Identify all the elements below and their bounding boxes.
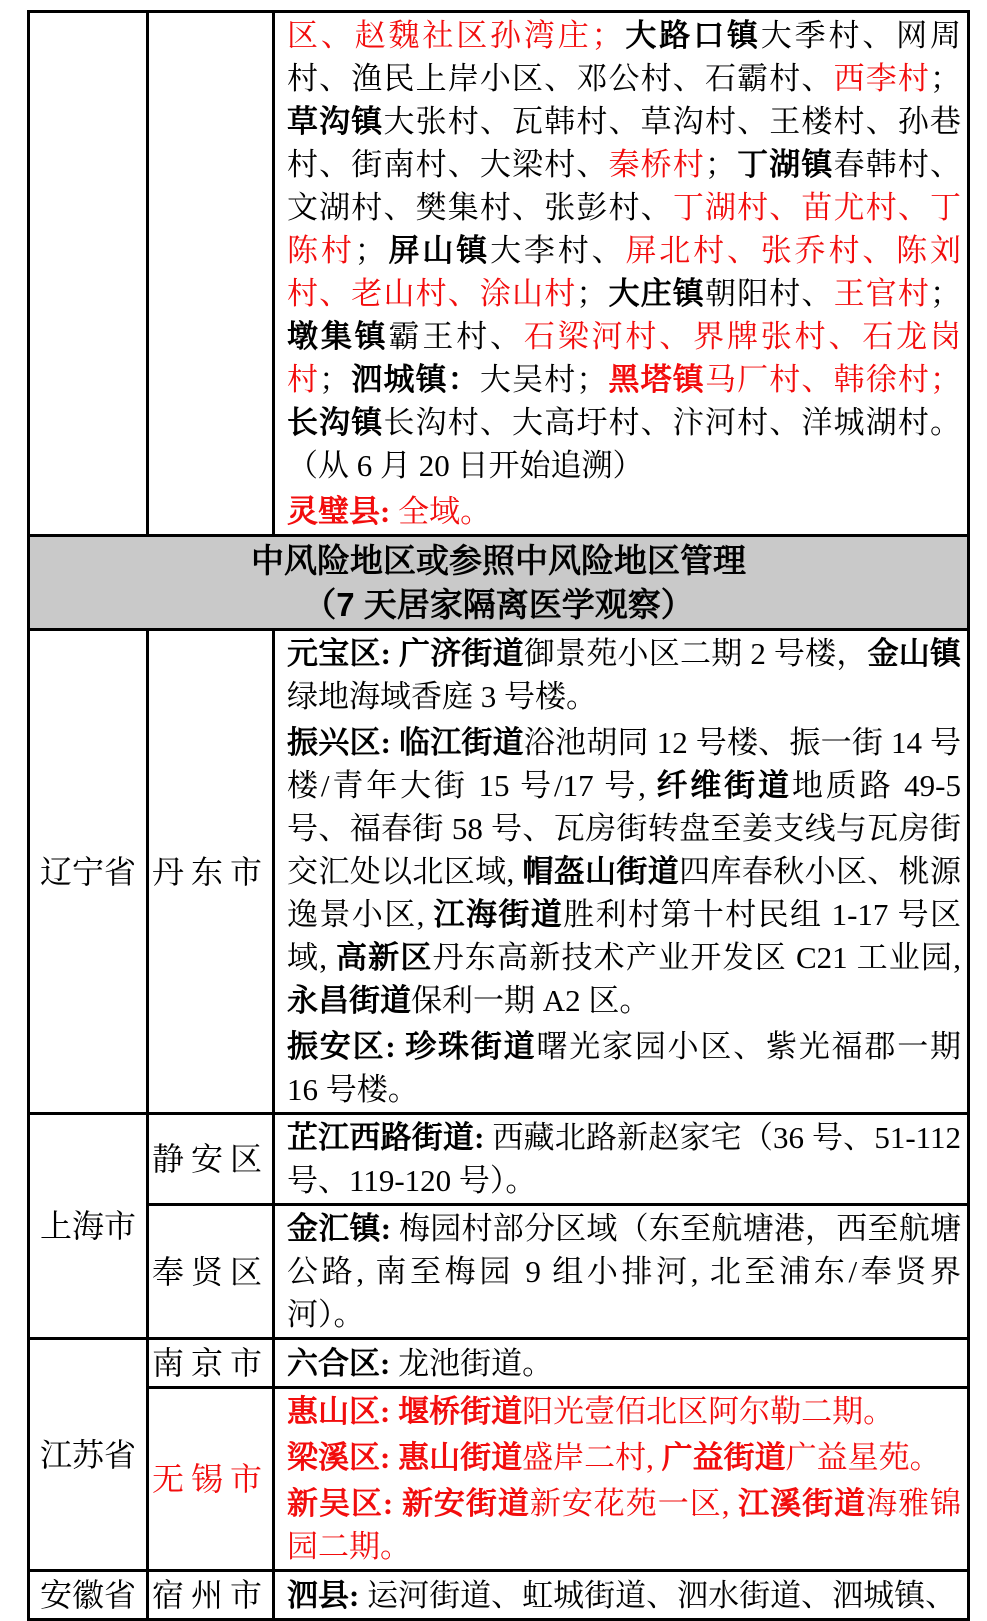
text-run: ； [930, 61, 962, 96]
text-run: 帽盔山街道 [522, 854, 680, 889]
text-run: 西藏北路新赵家宅（36 号、51-112 号、119-120 号）。 [287, 1120, 962, 1198]
text-run: 六合区: [287, 1345, 399, 1381]
cell-areas-fengxian [274, 1205, 969, 1339]
cell-city-nanjing: 南京市 [148, 1339, 274, 1388]
text-run: 春韩村、文湖村、樊集村、张彭村、 [287, 147, 962, 225]
text-run: 大季村、网周村、渔民上岸小区、邓公村、石霸村、 [287, 18, 962, 96]
table-row-liaoning-dandong [29, 630, 969, 1114]
banner-title: 中风险地区或参照中风险地区管理 [251, 541, 746, 579]
text-run: 保利一期 A2 区。 [411, 983, 651, 1018]
text-run: 高新区 [335, 940, 433, 975]
area-paragraph [287, 1342, 961, 1385]
text-run: 阳光壹佰北区阿尔勒二期。 [522, 1394, 895, 1429]
table-row-shanghai-fengxian [29, 1205, 969, 1339]
area-paragraph [287, 1207, 961, 1336]
text-run: 新安花苑一区, [529, 1486, 739, 1521]
text-run: 全域。 [390, 494, 492, 529]
text-run: 金山镇 [867, 636, 962, 671]
cell-province-shanghai: 上海市 [29, 1114, 148, 1339]
text-run: 丹东高新技术产业开发区 C21 工业园, [432, 940, 961, 975]
area-paragraph [287, 490, 961, 533]
text-run: 元宝区: 广济街道 [287, 636, 524, 671]
text-run: 大李村、 [490, 233, 626, 268]
table-row-jiangsu-wuxi [29, 1388, 969, 1571]
text-run: 纤维街道 [656, 768, 792, 803]
text-run: 区、赵魏社区孙湾庄； [287, 18, 623, 53]
text-run: 大庄镇 [607, 276, 705, 311]
cell-city-wuxi: 无锡市 [148, 1388, 274, 1571]
table-row-anhui-suzhou [29, 1571, 969, 1620]
cell-areas-continuation [274, 12, 969, 536]
area-paragraph [287, 1116, 961, 1202]
area-paragraph [287, 721, 961, 1022]
cell-province-anhui: 安徽省 [29, 1571, 148, 1620]
text-run: 梅园村部分区域（东至航塘港，西至航塘公路, 南至梅园 9 组小排河, 北至浦东/奉贤界河）。 [287, 1211, 961, 1332]
text-run: 丁湖村、苗尤村、丁陈村 [287, 190, 962, 268]
area-paragraph [287, 632, 961, 718]
text-run: 泗县: [287, 1577, 368, 1613]
text-run: 胜利村第十村民组 1-17 号区域, [287, 897, 962, 975]
text-run: 丁湖镇 [735, 147, 834, 182]
text-run: 灵璧县: [287, 494, 391, 529]
text-run: 大吴村； [479, 362, 608, 397]
text-run: 广益街道 [661, 1440, 786, 1475]
text-run: 永昌街道 [287, 983, 411, 1018]
text-run: 新吴区: 新安街道 [287, 1486, 530, 1521]
text-run: ； [319, 362, 351, 397]
text-run: 屏北村、张乔村、陈刘村、老山村、涂山村 [287, 233, 962, 311]
cell-city-suzhou: 宿州市 [148, 1571, 274, 1620]
text-run: 振兴区: 临江街道 [287, 725, 524, 760]
text-run: 梁溪区: 惠山街道 [287, 1440, 523, 1475]
text-run: 盛岸二村, [522, 1440, 662, 1475]
text-run: 绿地海域香庭 3 号楼。 [287, 679, 597, 714]
text-run: 大路口镇 [622, 18, 761, 53]
text-run: 长沟村、大高圩村、汴河村、洋城湖村。（从 6 月 20 日开始追溯） [287, 405, 962, 483]
cell-areas-dandong [274, 630, 969, 1114]
area-paragraph [287, 1436, 961, 1479]
text-run: 草沟镇 [287, 104, 384, 139]
text-run: 霸王村、 [388, 319, 524, 354]
text-run: 长沟镇 [287, 405, 384, 440]
text-run: 黑塔镇 [607, 362, 705, 397]
text-run: 御景苑小区二期 2 号楼， [523, 636, 868, 671]
text-run: 浴池胡同 12 号楼、振一街 14 号楼/青年大街 15 号/17 号, [287, 725, 962, 803]
text-run: 振安区: 珍珠街道 [287, 1029, 537, 1064]
text-run: 屏山镇 [385, 233, 491, 268]
text-run: 芷江西路街道: [287, 1120, 493, 1155]
table-row-continuation [29, 12, 969, 536]
table-row-jiangsu-nanjing [29, 1339, 969, 1388]
text-run: 四库春秋小区、桃源逸景小区, [287, 854, 962, 932]
text-run: 广益星苑。 [785, 1440, 941, 1475]
text-run: ； [704, 147, 736, 182]
text-run: 朝阳村、 [704, 276, 834, 311]
area-paragraph [287, 1482, 961, 1568]
section-banner-medium-risk [29, 536, 969, 630]
cell-city-fengxian: 奉贤区 [148, 1205, 274, 1339]
text-run: ； [576, 276, 608, 311]
text-run: ； [930, 276, 962, 311]
text-run: 墩集镇 [287, 319, 389, 354]
area-paragraph [287, 1574, 961, 1617]
text-run: 秦桥村 [608, 147, 705, 182]
text-run: 西李村 [833, 61, 931, 96]
cell-city-jingan: 静安区 [148, 1114, 274, 1205]
cell-city-empty [148, 12, 274, 536]
cell-areas-sixian [274, 1571, 969, 1620]
cell-province-jiangsu: 江苏省 [29, 1339, 148, 1571]
text-run: 惠山区: 堰桥街道 [287, 1394, 523, 1429]
text-run: 江海街道 [433, 897, 564, 932]
text-run: 江溪街道 [738, 1486, 867, 1521]
text-run: ； [354, 233, 386, 268]
cell-province-empty [29, 12, 148, 536]
cell-areas-wuxi [274, 1388, 969, 1571]
text-run: 金汇镇: [287, 1211, 400, 1246]
banner-subtitle: （7 天居家隔离医学观察） [303, 585, 694, 623]
text-run: 运河街道、虹城街道、泗水街道、泗城镇、 [367, 1577, 957, 1613]
text-run: 大张村、瓦韩村、草沟村、王楼村、孙巷村、街南村、大梁村、 [287, 104, 962, 182]
cell-province-liaoning: 辽宁省 [29, 630, 148, 1114]
text-run: 王官村 [833, 276, 931, 311]
risk-area-table [27, 10, 970, 1621]
text-run: 地质路 49-5 号、福春街 58 号、瓦房街转盘至姜支线与瓦房街交汇处以北区域, [287, 768, 961, 889]
text-run: 石梁河村、界牌张村、石龙岗村 [287, 319, 962, 397]
area-paragraph [287, 1025, 961, 1111]
text-run: 曙光家园小区、紫光福郡一期 16 号楼。 [287, 1029, 962, 1107]
text-run: 海雅锦园二期。 [287, 1486, 962, 1564]
text-run: 泗城镇： [350, 362, 480, 397]
cell-areas-jingan [274, 1114, 969, 1205]
area-paragraph [287, 14, 961, 487]
table-row-banner [29, 536, 969, 630]
text-run: 龙池街道。 [398, 1345, 554, 1381]
text-run: 马厂村、韩徐村； [704, 362, 962, 397]
area-paragraph [287, 1390, 961, 1433]
cell-areas-nanjing [274, 1339, 969, 1388]
table-row-shanghai-jingan [29, 1114, 969, 1205]
cell-city-dandong: 丹东市 [148, 630, 274, 1114]
